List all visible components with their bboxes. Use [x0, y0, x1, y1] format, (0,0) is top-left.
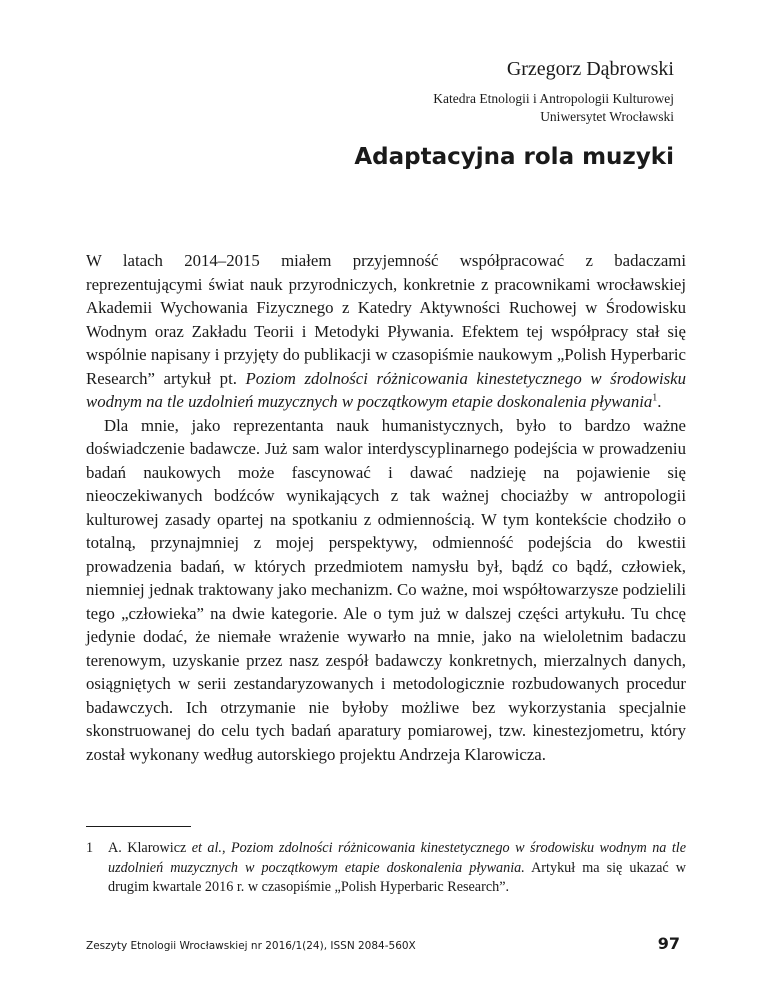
footnote-mark: 1 — [86, 840, 94, 856]
cited-article-title: Poziom zdolności różnicowania kinestetycznego w środowisku wodnym na tle uzdolnień muzycznych w początkowym etapie doskonalenia pływania — [86, 368, 687, 411]
footnote — [86, 839, 686, 898]
footnote-divider — [86, 826, 191, 827]
affiliation-university: Uniwersytet Wrocławski — [540, 109, 674, 124]
footnote-author: A. Klarowicz — [108, 840, 192, 856]
journal-footer: Zeszyty Etnologii Wrocławskiej nr 2016/1(24), ISSN 2084-560X — [86, 940, 416, 952]
affiliation-department: Katedra Etnologii i Antropologii Kulturowej — [433, 91, 674, 106]
author-affiliation — [433, 90, 674, 126]
author-name: Grzegorz Dąbrowski — [506, 58, 674, 80]
paragraph-1 — [86, 249, 686, 414]
footnote-text — [108, 839, 686, 898]
article-body — [86, 249, 686, 766]
footnote-rest: Artykuł ma się ukazać w drugim kwartale 2016 r. w czasopiśmie „Polish Hyperbaric Research”. — [108, 859, 686, 895]
article-title: Adaptacyjna rola muzyki — [354, 144, 674, 170]
paragraph-1-end: . — [657, 392, 662, 411]
paragraph-2: Dla mnie, jako reprezentanta nauk humanistycznych, było to bardzo ważne doświadczenie badawcze. Już sam walor interdyscyplinarnego podejścia w prowadzeniu badań naukowych może fascynować i dawać nadzieję na pojawienie się nieoczekiwanych bodźców wynikających z tak ważnej chociażby w antropologii kulturowej zasady opartej na spotkaniu z odmiennością. W tym kontekście chodziło o totalną, przynajmniej z mojej perspektywy, odmienność podejścia do kwestii prowadzenia badań, w których przedmiotem namysłu był, bądź co bądź, człowiek, niemniej jednak traktowany jako mechanizm. Co ważne, moi współtowarzysze podzielili tego „człowieka” na dwie kategorie. Ale o tym już w dalszej części artykułu. Tu chcę jedynie dodać, że niemałe wrażenie wywarło na mnie, jako na wieloletnim badaczu terenowym, uzyskanie przez nasz zespół badawczy konkretnych, mierzalnych danych, osiągniętych w serii zestandaryzowanych i metodologicznie rozbudowanych procedur badawczych. Ich otrzymanie nie byłoby możliwe bez wykorzystania specjalnie skonstruowanej do celu tych badań aparatury pomiarowej, tzw. kinestezjometru, który został wykonany według autorskiego projektu Andrzeja Klarowicza. — [86, 415, 686, 764]
footnote-etal: et al. — [191, 840, 222, 856]
footnote-reference[interactable]: 1 — [652, 392, 658, 404]
footnote-separator: , — [221, 840, 231, 856]
footnote-title: Poziom zdolności różnicowania kinestetycznego w środowisku wodnym na tle uzdolnień muzycznych w początkowym etapie doskonalenia pływania. — [108, 840, 686, 876]
page-number: 97 — [657, 934, 680, 953]
paragraph-1-text: W latach 2014–2015 miałem przyjemność współpracować z badaczami reprezentującymi świat nauk przyrodniczych, konkretnie z pracownikami wrocławskiej Akademii Wychowania Fizycznego z Katedry Aktywności Ruchowej w Środowisku Wodnym oraz Zakładu Teorii i Metodyki Pływania. Efektem tej współpracy stał się wspólnie napisany i przyjęty do publikacji w czasopiśmie naukowym „Polish Hyperbaric Research” artykuł pt. — [86, 251, 686, 388]
